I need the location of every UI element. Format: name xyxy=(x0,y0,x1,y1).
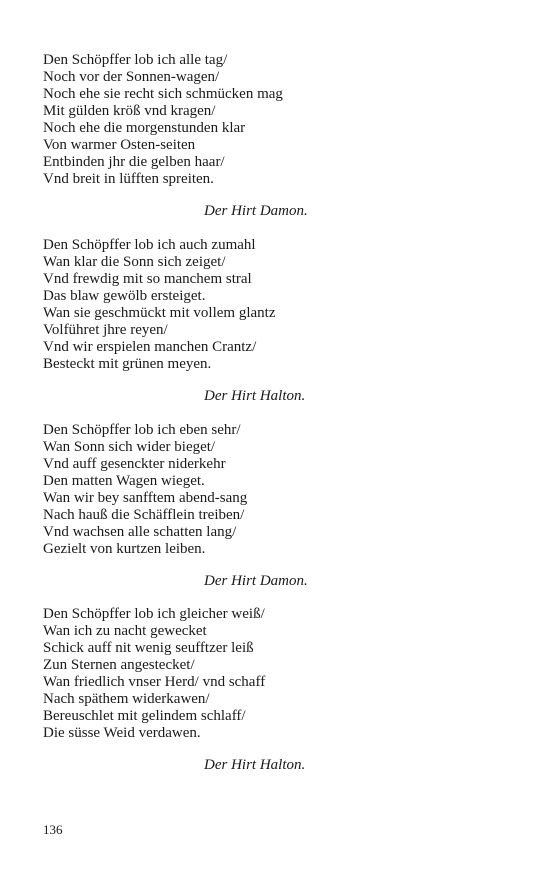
speaker-name: Der Hirt Damon. xyxy=(204,573,308,589)
verse-line: Vnd auff gesenckter niderkehr xyxy=(43,456,226,472)
stanza-2 xyxy=(43,237,373,373)
verse-line: Besteckt mit grünen meyen. xyxy=(43,356,212,372)
speaker-name: Der Hirt Halton. xyxy=(204,388,306,404)
verse-line: Wan wir bey sanfftem abend-sang xyxy=(43,490,248,506)
verse-line: Wan klar die Sonn sich zeiget/ xyxy=(43,254,226,270)
verse-line: Den Schöpffer lob ich gleicher weiß/ xyxy=(43,606,265,622)
verse-line: Noch vor der Sonnen-wagen/ xyxy=(43,69,220,85)
verse-line: Den Schöpffer lob ich eben sehr/ xyxy=(43,422,241,438)
speaker-name: Der Hirt Damon. xyxy=(204,203,308,219)
stanza-1 xyxy=(43,52,373,188)
stanza-3 xyxy=(43,422,373,558)
verse-line: Wan friedlich vnser Herd/ vnd schaff xyxy=(43,674,266,690)
verse-line: Das blaw gewölb ersteiget. xyxy=(43,288,206,304)
verse-line: Zun Sternen angestecket/ xyxy=(43,657,195,673)
verse-line: Den matten Wagen wieget. xyxy=(43,473,205,489)
verse-line: Den Schöpffer lob ich alle tag/ xyxy=(43,52,228,68)
verse-line: Wan Sonn sich wider bieget/ xyxy=(43,439,216,455)
verse-line: Entbinden jhr die gelben haar/ xyxy=(43,154,225,170)
speaker-name: Der Hirt Halton. xyxy=(204,757,306,773)
verse-line: Den Schöpffer lob ich auch zumahl xyxy=(43,237,256,253)
verse-line: Bereuschlet mit gelindem schlaff/ xyxy=(43,708,246,724)
verse-line: Nach hauß die Schäfflein treiben/ xyxy=(43,507,245,523)
verse-line: Vnd wachsen alle schatten lang/ xyxy=(43,524,237,540)
verse-line: Wan ich zu nacht gewecket xyxy=(43,623,207,639)
verse-line: Noch ehe die morgenstunden klar xyxy=(43,120,246,136)
verse-line: Volführet jhre reyen/ xyxy=(43,322,168,338)
verse-line: Wan sie geschmückt mit vollem glantz xyxy=(43,305,276,321)
verse-line: Gezielt von kurtzen leiben. xyxy=(43,541,206,557)
verse-line: Noch ehe sie recht sich schmücken mag xyxy=(43,86,283,102)
stanza-4 xyxy=(43,606,373,742)
verse-line: Vnd wir erspielen manchen Crantz/ xyxy=(43,339,257,355)
verse-line: Schick auff nit wenig seufftzer leiß xyxy=(43,640,254,656)
verse-line: Vnd frewdig mit so manchem stral xyxy=(43,271,252,287)
verse-line: Mit gülden kröß vnd kragen/ xyxy=(43,103,216,119)
verse-line: Vnd breit in lüfften spreiten. xyxy=(43,171,214,187)
verse-line: Nach späthem widerkawen/ xyxy=(43,691,210,707)
verse-line: Die süsse Weid verdawen. xyxy=(43,725,201,741)
page-number: 136 xyxy=(43,822,63,837)
verse-line: Von warmer Osten-seiten xyxy=(43,137,196,153)
